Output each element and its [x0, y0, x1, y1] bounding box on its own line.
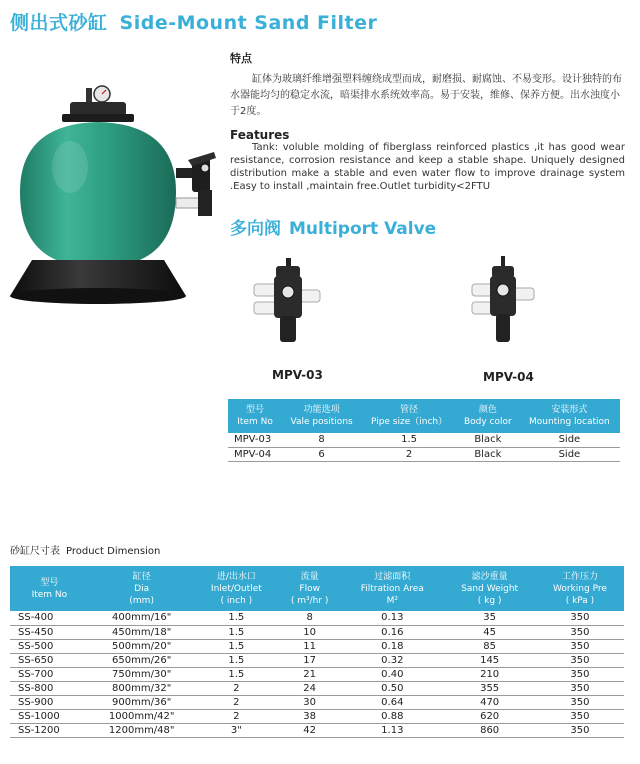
- table-cell: 35: [443, 611, 536, 625]
- table-cell: 2: [195, 695, 278, 709]
- table-row: [10, 625, 624, 639]
- table-cell: SS-500: [10, 639, 89, 653]
- table-cell: 0.40: [341, 667, 443, 681]
- table-cell: 0.18: [341, 639, 443, 653]
- table-cell: 0.32: [341, 653, 443, 667]
- table-row: [10, 611, 624, 625]
- table-row: MPV-04 6 2 Black Side: [228, 447, 620, 461]
- table-cell: 2: [195, 681, 278, 695]
- table-row: [10, 695, 624, 709]
- table-cell: SS-1000: [10, 709, 89, 723]
- page-title: [10, 8, 377, 35]
- valve-model-label-2: MPV-04: [483, 370, 534, 384]
- table-cell: 21: [278, 667, 341, 681]
- table-cell: 8: [278, 611, 341, 625]
- table-cell: 450mm/18": [89, 625, 195, 639]
- dim-col-flow: 流量 Flow ( m³/hr ): [278, 566, 341, 611]
- valve-col-body-color: 颜色 Body color: [457, 399, 519, 433]
- dim-col-filtration-area: 过滤面积 Filtration Area M²: [341, 566, 443, 611]
- table-cell: 24: [278, 681, 341, 695]
- table-cell: 800mm/32": [89, 681, 195, 695]
- table-cell: 17: [278, 653, 341, 667]
- table-cell: SS-800: [10, 681, 89, 695]
- mpv-03-valve-image: [252, 254, 322, 354]
- table-cell: 2: [195, 709, 278, 723]
- table-row: [10, 709, 624, 723]
- dimension-table: [10, 566, 624, 738]
- table-cell: 650mm/26": [89, 653, 195, 667]
- table-cell: SS-900: [10, 695, 89, 709]
- table-cell: SS-1200: [10, 723, 89, 737]
- table-cell: 1.5: [195, 625, 278, 639]
- table-cell: 860: [443, 723, 536, 737]
- features-en-text: Tank: voluble molding of fiberglass reinforced plastics ,it has good wear resistance, corrosion resistance and keep a stable shape. Uniquely designed distribution make a stable and even water flow to improve drainage system .Easy to install ,maintain free.Outlet turbidity<2FTU: [230, 142, 625, 192]
- table-row: MPV-03 8 1.5 Black Side: [228, 433, 620, 447]
- table-cell: SS-400: [10, 611, 89, 625]
- table-cell: 1.5: [195, 667, 278, 681]
- table-cell: 10: [278, 625, 341, 639]
- table-cell: 350: [536, 611, 624, 625]
- table-cell: 470: [443, 695, 536, 709]
- title-en: Side-Mount Sand Filter: [119, 12, 378, 34]
- valve-title-en: Multiport Valve: [289, 219, 437, 239]
- table-cell: 350: [536, 681, 624, 695]
- valve-col-mounting: 安装形式 Mounting location: [519, 399, 620, 433]
- table-cell: 500mm/20": [89, 639, 195, 653]
- table-cell: 620: [443, 709, 536, 723]
- table-cell: 0.16: [341, 625, 443, 639]
- table-cell: 350: [536, 723, 624, 737]
- table-cell: 350: [536, 667, 624, 681]
- dimension-caption-cn: 砂缸尺寸表: [10, 546, 60, 557]
- table-row: [10, 653, 624, 667]
- table-row: [10, 681, 624, 695]
- title-cn: 侧出式砂缸: [10, 12, 108, 34]
- table-cell: 145: [443, 653, 536, 667]
- table-cell: 1.5: [195, 653, 278, 667]
- table-cell: 85: [443, 639, 536, 653]
- multiport-valve-title: [230, 214, 436, 239]
- table-cell: 11: [278, 639, 341, 653]
- table-row: [10, 667, 624, 681]
- table-cell: SS-450: [10, 625, 89, 639]
- table-cell: 0.50: [341, 681, 443, 695]
- table-cell: 750mm/30": [89, 667, 195, 681]
- valve-col-pipe-size: 管径 Pipe size（inch）: [361, 399, 457, 433]
- dim-col-inlet-outlet: 进/出水口 Inlet/Outlet ( inch ): [195, 566, 278, 611]
- table-cell: 38: [278, 709, 341, 723]
- table-cell: SS-650: [10, 653, 89, 667]
- features-en-label: Features: [230, 128, 290, 142]
- table-cell: 1200mm/48": [89, 723, 195, 737]
- table-cell: 42: [278, 723, 341, 737]
- table-cell: 350: [536, 709, 624, 723]
- sand-filter-tank-image: [10, 82, 225, 312]
- table-cell: 350: [536, 653, 624, 667]
- dimension-caption-en: Product Dimension: [66, 546, 161, 557]
- table-cell: 210: [443, 667, 536, 681]
- table-cell: 0.64: [341, 695, 443, 709]
- valve-table-header-row: [228, 399, 620, 433]
- table-row: [10, 639, 624, 653]
- valve-title-cn: 多向阀: [230, 219, 281, 239]
- table-cell: SS-700: [10, 667, 89, 681]
- table-cell: 3": [195, 723, 278, 737]
- features-cn-text: 缸体为玻璃纤维增强塑料缠绕成型而成，耐磨损、耐腐蚀、不易变形。设计独特的布水器能均匀的稳定水流，暗渠排水系统效率高。易于安装，维修、保养方便。出水浊度小于2度。: [230, 74, 622, 117]
- dimension-table-header-row: [10, 566, 624, 611]
- dim-col-working-pressure: 工作压力 Working Pre ( kPa ): [536, 566, 624, 611]
- table-row: [10, 723, 624, 737]
- dim-col-sand-weight: 滤沙重量 Sand Weight ( kg ): [443, 566, 536, 611]
- valve-model-label-1: MPV-03: [272, 368, 323, 382]
- table-cell: 45: [443, 625, 536, 639]
- valve-col-item-no: 型号 Item No: [228, 399, 282, 433]
- table-cell: 350: [536, 695, 624, 709]
- table-cell: 355: [443, 681, 536, 695]
- valve-col-positions: 功能选项 Vale positions: [282, 399, 361, 433]
- dim-col-item-no: 型号 Item No: [10, 566, 89, 611]
- dimension-caption: [10, 542, 160, 557]
- table-cell: 1.13: [341, 723, 443, 737]
- table-cell: 1.5: [195, 611, 278, 625]
- features-cn-label: 特点: [230, 52, 252, 65]
- dim-col-dia: 缸径 Dia (mm): [89, 566, 195, 611]
- table-cell: 1.5: [195, 639, 278, 653]
- table-cell: 1000mm/42": [89, 709, 195, 723]
- mpv-04-valve-image: [468, 254, 538, 354]
- table-cell: 0.13: [341, 611, 443, 625]
- valve-spec-table: [228, 399, 620, 462]
- table-cell: 350: [536, 639, 624, 653]
- dimension-table-body: [10, 611, 624, 737]
- table-cell: 400mm/16": [89, 611, 195, 625]
- table-cell: 900mm/36": [89, 695, 195, 709]
- table-cell: 30: [278, 695, 341, 709]
- table-cell: 0.88: [341, 709, 443, 723]
- table-cell: 350: [536, 625, 624, 639]
